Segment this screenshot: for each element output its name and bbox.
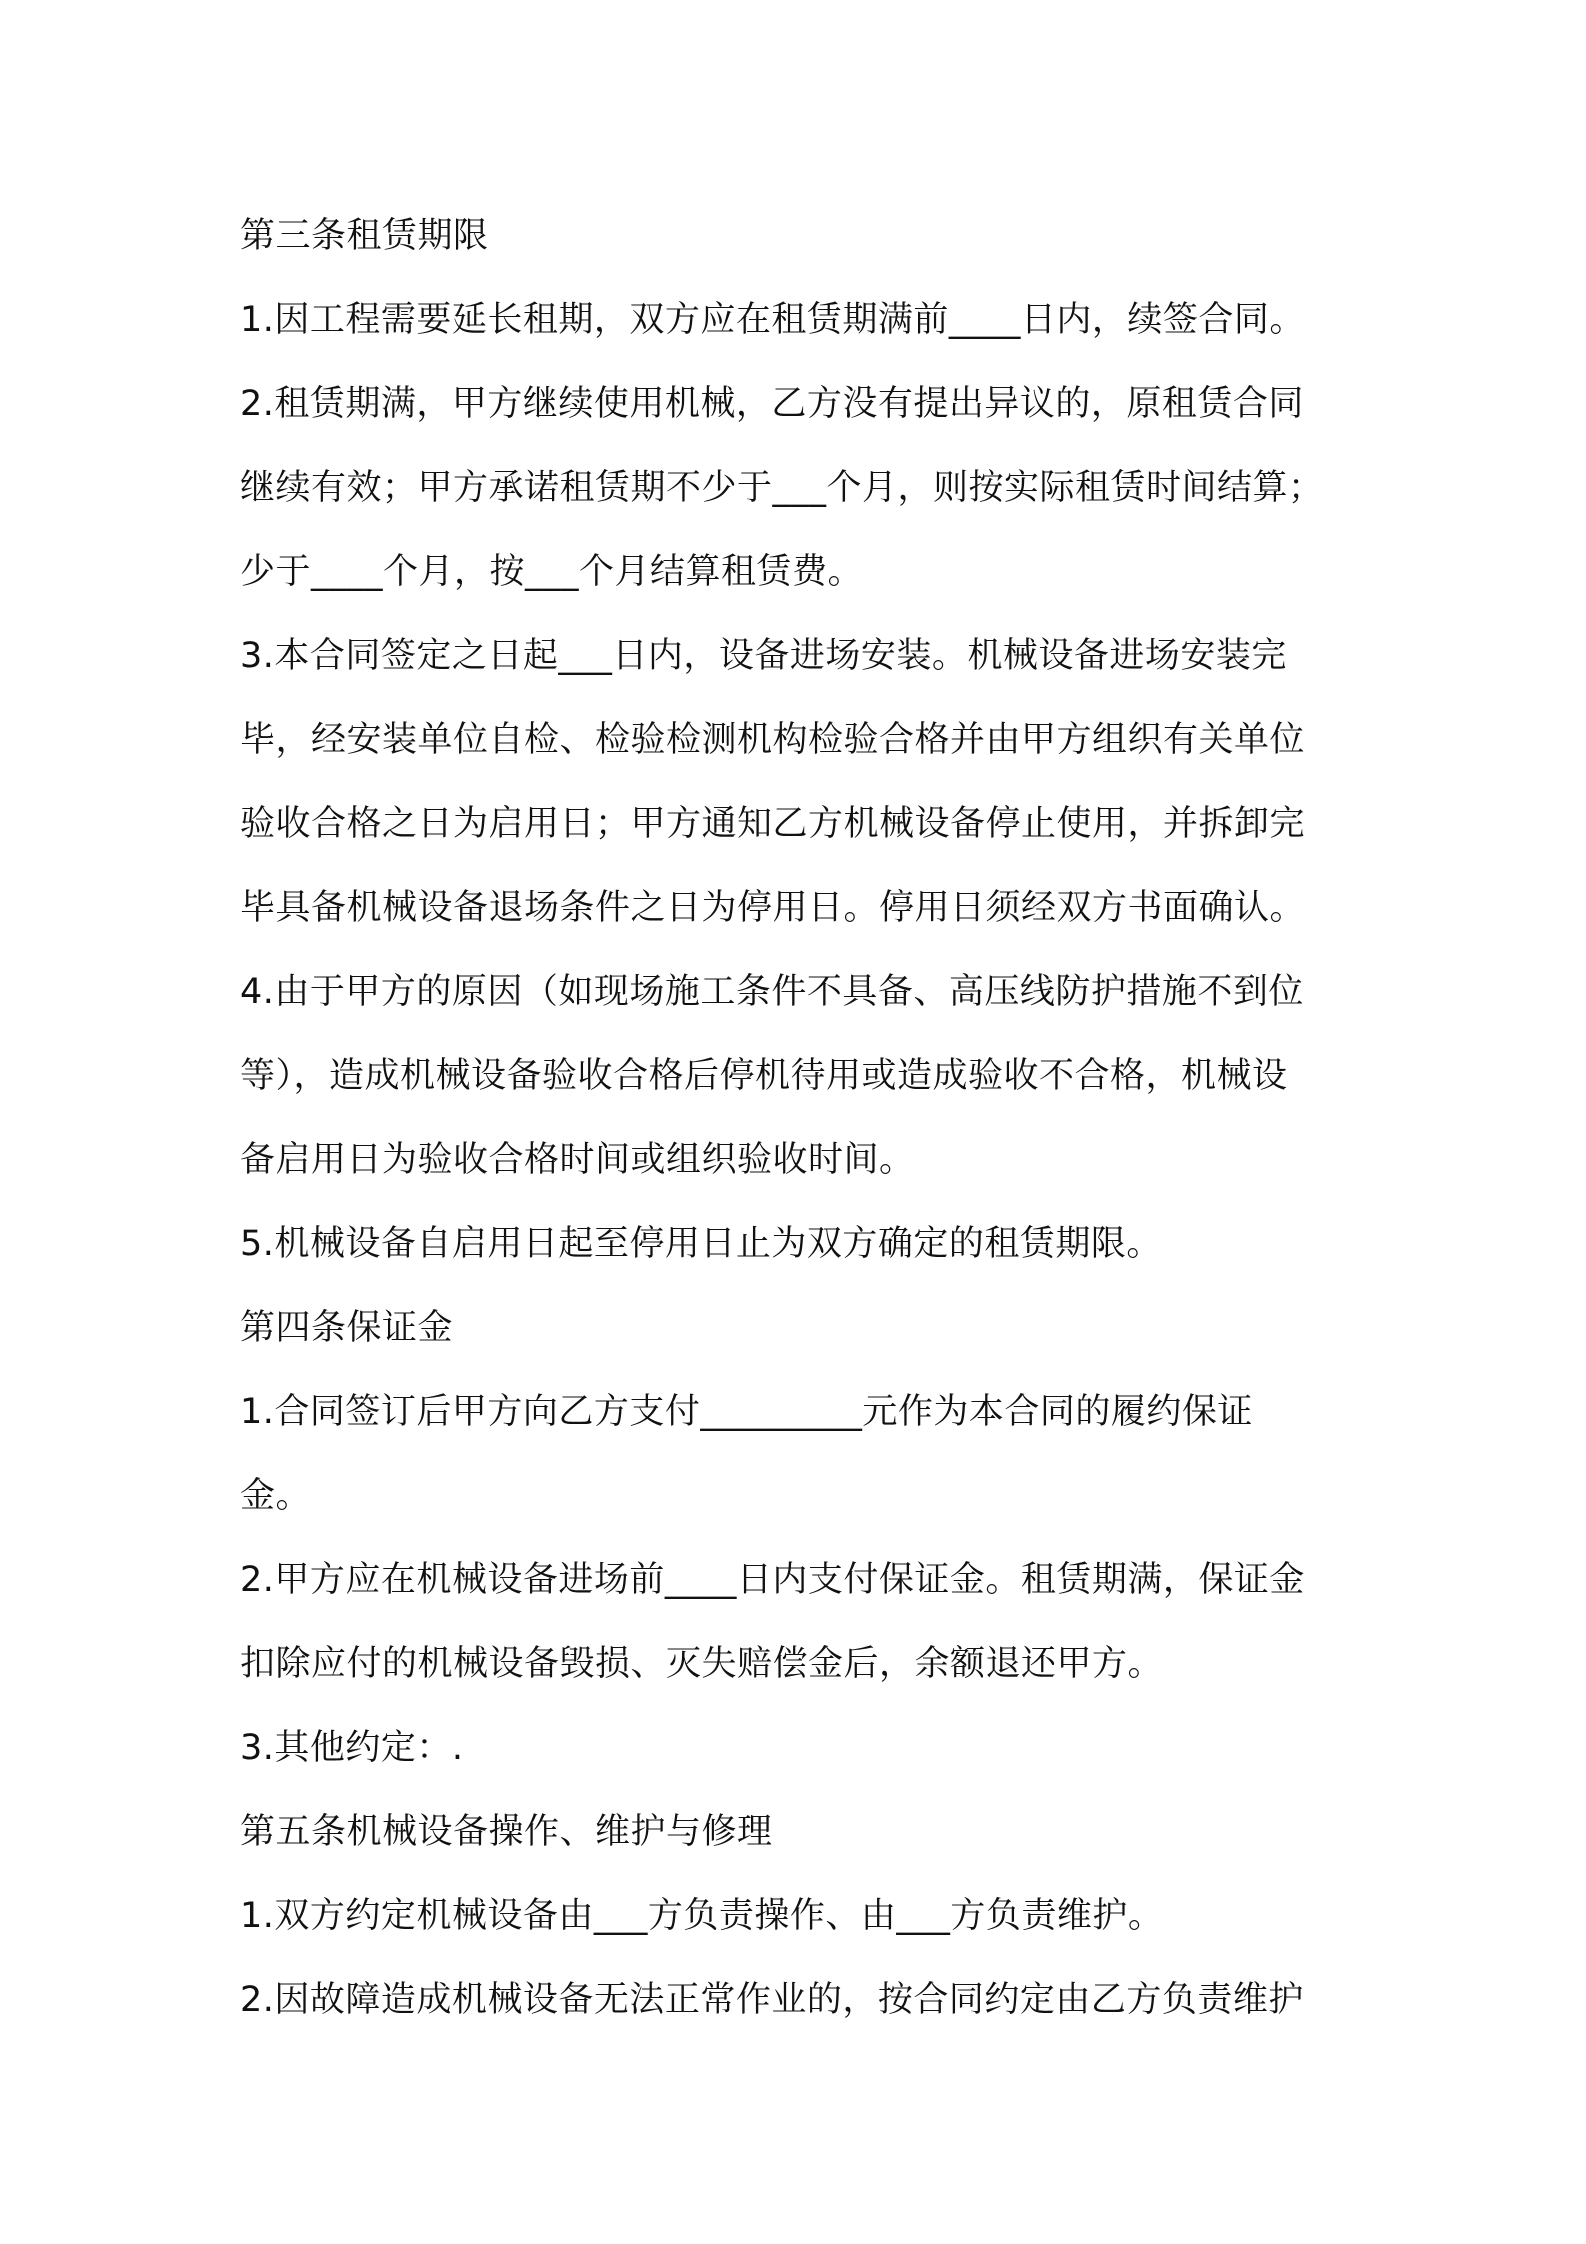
- paragraph-line: 2.甲方应在机械设备进场前____日内支付保证金。租赁期满，保证金: [240, 1560, 1305, 1600]
- paragraph-line: 4.由于甲方的原因（如现场施工条件不具备、高压线防护措施不到位: [240, 972, 1304, 1012]
- paragraph-line: 3.其他约定：.: [240, 1728, 464, 1768]
- paragraph-line: 毕具备机械设备退场条件之日为停用日。停用日须经双方书面确认。: [240, 888, 1306, 928]
- section-heading-4: 第四条保证金: [240, 1308, 454, 1348]
- paragraph-line: 2.租赁期满，甲方继续使用机械，乙方没有提出异议的，原租赁合同: [240, 384, 1304, 424]
- paragraph-line: 1.因工程需要延长租期，双方应在租赁期满前____日内，续签合同。: [240, 300, 1305, 340]
- paragraph-line: 金。: [240, 1476, 312, 1516]
- paragraph-line: 1.双方约定机械设备由___方负责操作、由___方负责维护。: [240, 1896, 1164, 1936]
- paragraph-line: 5.机械设备自启用日起至停用日止为双方确定的租赁期限。: [240, 1224, 1162, 1264]
- document-body: [240, 194, 1370, 2042]
- paragraph-line: 备启用日为验收合格时间或组织验收时间。: [240, 1140, 915, 1180]
- section-heading-3: 第三条租赁期限: [240, 216, 489, 256]
- paragraph-line: 验收合格之日为启用日；甲方通知乙方机械设备停止使用，并拆卸完: [240, 804, 1306, 844]
- paragraph-line: 扣除应付的机械设备毁损、灭失赔偿金后，余额退还甲方。: [240, 1644, 1164, 1684]
- section-heading-5: 第五条机械设备操作、维护与修理: [240, 1812, 773, 1852]
- paragraph-line: 等），造成机械设备验收合格后停机待用或造成验收不合格，机械设: [240, 1056, 1288, 1096]
- paragraph-line: 少于____个月，按___个月结算租赁费。: [240, 552, 864, 592]
- paragraph-line: 2.因故障造成机械设备无法正常作业的，按合同约定由乙方负责维护: [240, 1980, 1304, 2020]
- paragraph-line: 1.合同签订后甲方向乙方支付_________元作为本合同的履约保证: [240, 1392, 1253, 1432]
- paragraph-line: 3.本合同签定之日起___日内，设备进场安装。机械设备进场安装完: [240, 636, 1287, 676]
- paragraph-line: 继续有效；甲方承诺租赁期不少于___个月，则按实际租赁时间结算；: [240, 468, 1324, 508]
- paragraph-line: 毕，经安装单位自检、检验检测机构检验合格并由甲方组织有关单位: [240, 720, 1306, 760]
